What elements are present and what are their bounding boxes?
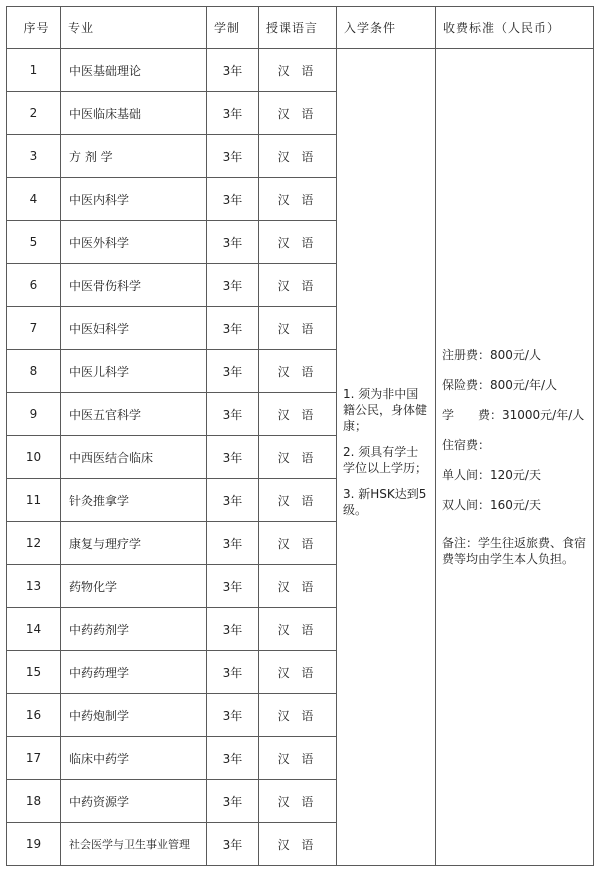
admission-table (6, 6, 594, 866)
cell-seq: 10 (7, 436, 61, 479)
cell-language: 汉 语 (259, 522, 337, 565)
cell-major: 中医基础理论 (61, 49, 207, 92)
cell-language: 汉 语 (259, 350, 337, 393)
cell-seq: 6 (7, 264, 61, 307)
cell-duration: 3年 (207, 350, 259, 393)
cell-seq: 13 (7, 565, 61, 608)
cell-major: 中医五官科学 (61, 393, 207, 436)
cell-language: 汉 语 (259, 221, 337, 264)
requirement-item: 3. 新HSK达到5级。 (343, 487, 427, 517)
cell-seq: 1 (7, 49, 61, 92)
cell-seq: 16 (7, 694, 61, 737)
cell-language: 汉 语 (259, 92, 337, 135)
cell-seq: 18 (7, 780, 61, 823)
cell-major: 中药药理学 (61, 651, 207, 694)
cell-duration: 3年 (207, 608, 259, 651)
cell-seq: 9 (7, 393, 61, 436)
fee-note: 备注：学生往返旅费、食宿费等均由学生本人负担。 (442, 536, 587, 566)
cell-language: 汉 语 (259, 608, 337, 651)
requirement-item: 2. 须具有学士学位以上学历； (343, 445, 428, 475)
cell-seq: 14 (7, 608, 61, 651)
cell-duration: 3年 (207, 823, 259, 866)
cell-seq: 17 (7, 737, 61, 780)
cell-major: 中药炮制学 (61, 694, 207, 737)
cell-duration: 3年 (207, 780, 259, 823)
cell-duration: 3年 (207, 264, 259, 307)
cell-seq: 11 (7, 479, 61, 522)
cell-seq: 5 (7, 221, 61, 264)
cell-seq: 7 (7, 307, 61, 350)
header-seq: 序号 (7, 7, 61, 49)
header-requirements: 入学条件 (337, 7, 436, 49)
requirements-cell (337, 49, 436, 866)
cell-major: 方 剂 学 (61, 135, 207, 178)
fee-item: 注册费：800元/人 (442, 348, 541, 362)
cell-major: 康复与理疗学 (61, 522, 207, 565)
fee-item: 双人间：160元/天 (442, 498, 541, 512)
cell-language: 汉 语 (259, 565, 337, 608)
cell-major: 中药资源学 (61, 780, 207, 823)
cell-seq: 15 (7, 651, 61, 694)
fee-item: 单人间：120元/天 (442, 468, 541, 482)
cell-major: 中药药剂学 (61, 608, 207, 651)
cell-seq: 12 (7, 522, 61, 565)
cell-duration: 3年 (207, 221, 259, 264)
header-language: 授课语言 (259, 7, 337, 49)
cell-major: 中医妇科学 (61, 307, 207, 350)
cell-language: 汉 语 (259, 694, 337, 737)
cell-major: 中医内科学 (61, 178, 207, 221)
table-row (7, 49, 594, 92)
header-major: 专业 (61, 7, 207, 49)
header-fees: 收费标准（人民币） (436, 7, 594, 49)
fee-item: 保险费：800元/年/人 (442, 378, 557, 392)
cell-seq: 19 (7, 823, 61, 866)
cell-language: 汉 语 (259, 780, 337, 823)
cell-duration: 3年 (207, 522, 259, 565)
cell-language: 汉 语 (259, 436, 337, 479)
cell-duration: 3年 (207, 135, 259, 178)
cell-major: 临床中药学 (61, 737, 207, 780)
cell-duration: 3年 (207, 565, 259, 608)
cell-major: 社会医学与卫生事业管理 (61, 823, 207, 866)
cell-duration: 3年 (207, 737, 259, 780)
cell-duration: 3年 (207, 651, 259, 694)
cell-language: 汉 语 (259, 49, 337, 92)
cell-language: 汉 语 (259, 651, 337, 694)
cell-major: 药物化学 (61, 565, 207, 608)
cell-language: 汉 语 (259, 737, 337, 780)
cell-major: 中西医结合临床 (61, 436, 207, 479)
cell-language: 汉 语 (259, 823, 337, 866)
fees-cell (436, 49, 594, 866)
fee-item: 住宿费： (442, 438, 491, 452)
cell-language: 汉 语 (259, 178, 337, 221)
cell-seq: 3 (7, 135, 61, 178)
cell-major: 中医外科学 (61, 221, 207, 264)
cell-language: 汉 语 (259, 264, 337, 307)
requirement-item: 1. 须为非中国籍公民，身体健康； (343, 387, 428, 433)
cell-duration: 3年 (207, 393, 259, 436)
header-duration: 学制 (207, 7, 259, 49)
cell-major: 中医骨伤科学 (61, 264, 207, 307)
cell-seq: 4 (7, 178, 61, 221)
cell-seq: 8 (7, 350, 61, 393)
cell-seq: 2 (7, 92, 61, 135)
cell-duration: 3年 (207, 178, 259, 221)
cell-duration: 3年 (207, 307, 259, 350)
header-row (7, 7, 594, 49)
cell-major: 中医儿科学 (61, 350, 207, 393)
cell-language: 汉 语 (259, 307, 337, 350)
cell-language: 汉 语 (259, 393, 337, 436)
cell-duration: 3年 (207, 92, 259, 135)
cell-language: 汉 语 (259, 135, 337, 178)
cell-language: 汉 语 (259, 479, 337, 522)
cell-duration: 3年 (207, 694, 259, 737)
cell-duration: 3年 (207, 49, 259, 92)
table-body (7, 49, 594, 866)
fee-item: 学 费：31000元/年/人 (442, 408, 585, 422)
cell-major: 针灸推拿学 (61, 479, 207, 522)
cell-duration: 3年 (207, 479, 259, 522)
cell-major: 中医临床基础 (61, 92, 207, 135)
cell-duration: 3年 (207, 436, 259, 479)
